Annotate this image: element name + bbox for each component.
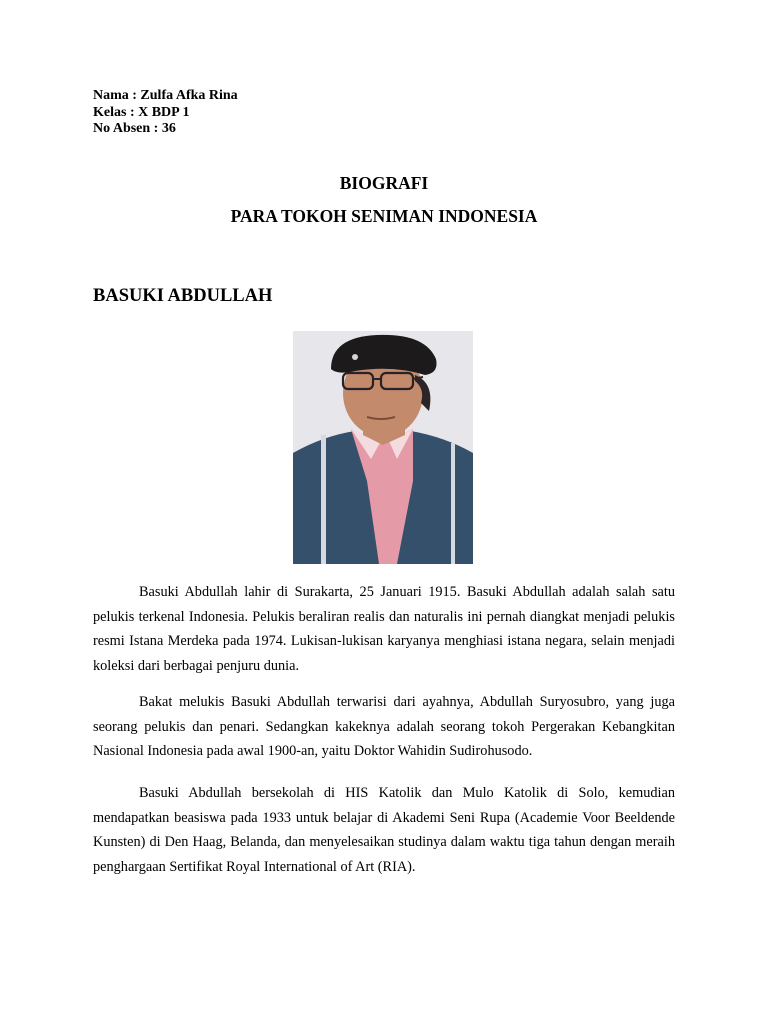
paragraph-3: Basuki Abdullah bersekolah di HIS Katolik dan Mulo Katolik di Solo, kemudian mendapatkan beasiswa pada 1933 untuk belajar di Akademi Seni Rupa (Academie Voor Beeldende Kunsten) di Den Haag, Belanda, dan menyelesaikan studinya dalam waktu tiga tahun dengan meraih penghargaan Sertifikat Royal International of Art (RIA). xyxy=(93,785,675,876)
student-number: No Absen : 36 xyxy=(93,121,176,136)
student-class: Kelas : X BDP 1 xyxy=(93,104,190,120)
document-title: BIOGRAFI xyxy=(339,173,429,193)
paragraph-2: Bakat melukis Basuki Abdullah terwarisi dari ayahnya, Abdullah Suryosubro, yang juga seorang pelukis dan penari. Sedangkan kakeknya adalah seorang tokoh Pergerakan Kebangkitan Nasional Indonesia pada awal 1900-an, yaitu Doktor Wahidin Sudirohusodo. xyxy=(93,694,675,760)
document-subtitle: PARA TOKOH SENIMAN INDONESIA xyxy=(230,206,538,226)
student-info xyxy=(93,88,238,138)
section-title: BASUKI ABDULLAH xyxy=(93,286,273,306)
portrait-photo xyxy=(293,331,473,564)
student-name: Nama : Zulfa Afka Rina xyxy=(93,88,238,103)
paragraph-1: Basuki Abdullah lahir di Surakarta, 25 Januari 1915. Basuki Abdullah adalah salah satu pelukis terkenal Indonesia. Pelukis beraliran realis dan naturalis ini pernah diangkat menjadi pelukis resmi Istana Merdeka pada 1974. Lukisan-lukisan karyanya menghiasi istana negara, selain menjadi koleksi dari berbagai penjuru dunia. xyxy=(93,584,675,675)
